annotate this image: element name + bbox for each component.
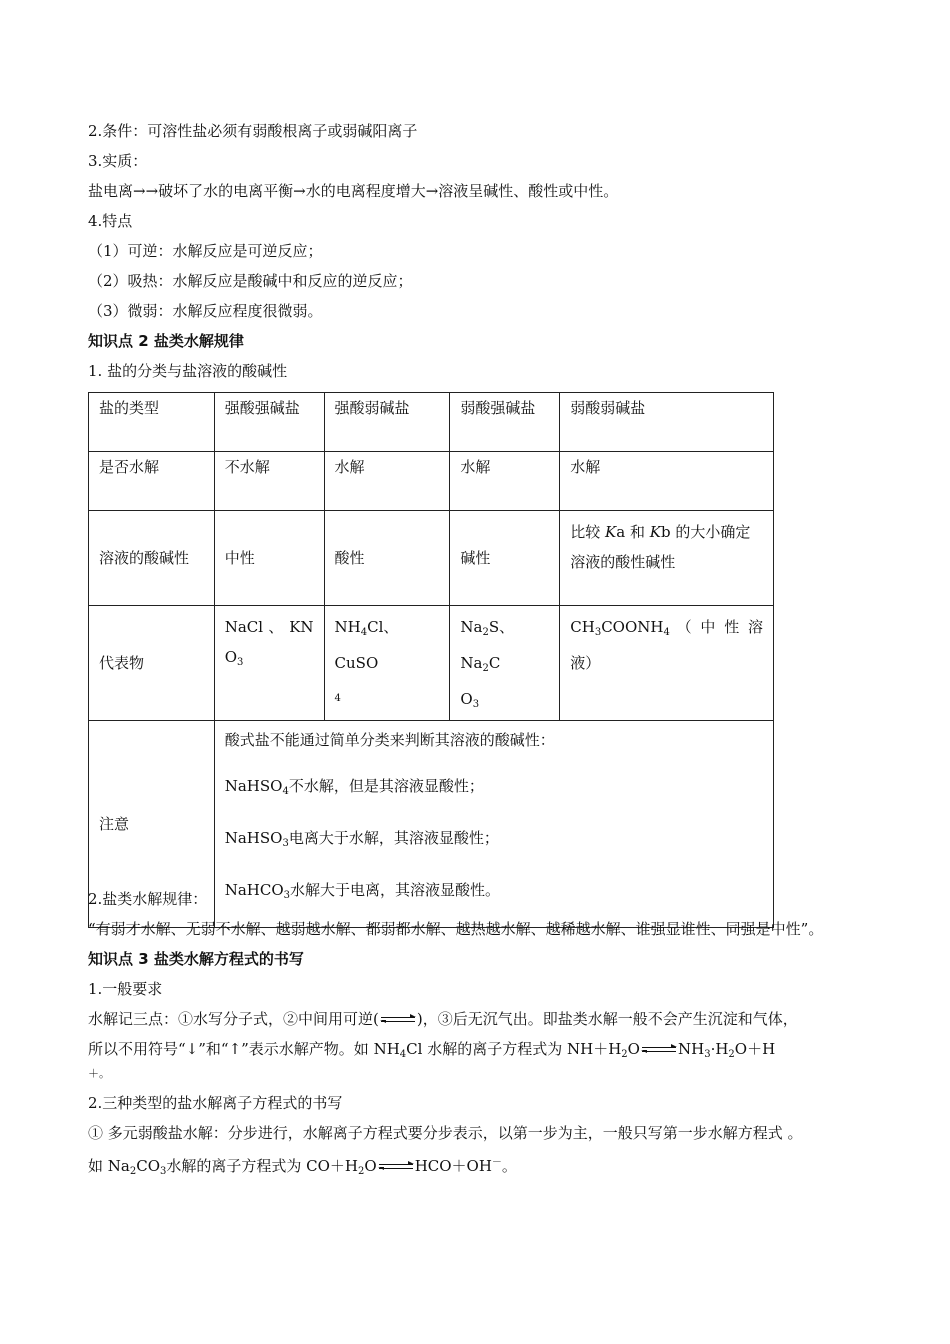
- text: －: [491, 1157, 502, 1168]
- table-cell: 水解: [560, 452, 774, 511]
- table-cell: 溶液的酸碱性: [89, 511, 215, 606]
- text: ·H: [710, 1040, 729, 1058]
- section-heading-kp2: 知识点 2 盐类水解规律: [88, 332, 244, 350]
- text: 3: [160, 1166, 167, 1177]
- salt-classification-table: [88, 392, 774, 928]
- essence-part-b: →破坏了水的电离平衡→水的电离程度增大→溶液呈碱性、酸性或中性。: [145, 182, 619, 200]
- text: HCO＋OH: [414, 1157, 492, 1175]
- note-3: [225, 823, 763, 859]
- text: 2: [621, 1049, 628, 1060]
- table-cell: 弱酸强碱盐: [450, 393, 560, 452]
- feature-title: 4.特点: [88, 212, 133, 230]
- text: K: [649, 523, 661, 541]
- text: Cl 水解的离子方程式为 NH＋H: [406, 1040, 622, 1058]
- table-cell: [560, 606, 774, 721]
- table-cell: 是否水解: [89, 452, 215, 511]
- text: 液）: [570, 654, 601, 672]
- text: 所以不用符号“↓”和“↑”表示水解产物。如 NH: [88, 1040, 400, 1058]
- reversible-arrow-icon: [381, 1015, 415, 1025]
- text: a 和: [616, 523, 650, 541]
- table-cell: 水解: [450, 452, 560, 511]
- general-line-3: ＋。: [88, 1067, 110, 1080]
- table-cell: 注意: [89, 721, 215, 928]
- essence-title: 3.实质：: [88, 152, 148, 170]
- types-line-2: [88, 1148, 888, 1178]
- text: S、Na: [460, 618, 515, 672]
- text: O: [224, 648, 238, 666]
- text: NH: [677, 1040, 705, 1058]
- table-cell: 碱性: [450, 511, 560, 606]
- table-row: [89, 452, 774, 511]
- text: C: [488, 654, 501, 672]
- text: 水解记三点：①水写分子式，②中间用可逆(: [88, 1010, 379, 1028]
- table-cell: [560, 511, 774, 606]
- feature-3: （3）微弱：水解反应程度很微弱。: [88, 302, 323, 320]
- table-row: [89, 606, 774, 721]
- text: 3: [472, 699, 480, 710]
- section-heading-kp3: 知识点 3 盐类水解方程式的书写: [88, 950, 304, 968]
- text: 水解大于电离，其溶液显酸性。: [290, 881, 501, 899]
- text: 3: [704, 1049, 711, 1060]
- document-body: [88, 116, 888, 386]
- table-cell: [214, 606, 324, 721]
- types-line-1: ① 多元弱酸盐水解：分步进行，水解离子方程式要分步表示，以第一步为主，一般只写第一步水解方程式 。: [88, 1124, 803, 1142]
- text: 4: [399, 1049, 407, 1060]
- text: O: [627, 1040, 640, 1058]
- general-line-2: [88, 1034, 888, 1064]
- document-body-lower: [88, 884, 888, 1178]
- text: NH: [334, 618, 361, 636]
- table-cell: [324, 606, 450, 721]
- table-cell: 酸性: [324, 511, 450, 606]
- text: CH: [570, 618, 595, 636]
- rules-title: 2.盐类水解规律：: [88, 890, 208, 908]
- rules-text: “有弱才水解、无弱不水解、越弱越水解、都弱都水解、越热越水解、越稀越水解、谁强显谁性、同强是中性”。: [88, 920, 824, 938]
- text: 3: [594, 627, 602, 638]
- text: NaHCO: [224, 881, 284, 899]
- text: （ 中 性 溶: [676, 618, 763, 636]
- text: 3: [283, 890, 291, 901]
- text: CO: [136, 1157, 160, 1175]
- note-1: 酸式盐不能通过简单分类来判断其溶液的酸碱性：: [224, 731, 555, 749]
- condition-line: 2.条件：可溶性盐必须有弱酸根离子或弱碱阳离子: [88, 122, 418, 140]
- general-title: 1.一般要求: [88, 980, 163, 998]
- text: 电离大于水解，其溶液显酸性；: [288, 829, 499, 847]
- feature-1: （1）可逆：水解反应是可逆反应；: [88, 242, 323, 260]
- text: 2: [358, 1166, 365, 1177]
- text: 4: [663, 627, 670, 638]
- text: b 的大小确定溶液的酸性碱性: [570, 523, 751, 571]
- text: )，③后无沉气出。即盐类水解一般不会产生沉淀和气体，: [416, 1010, 798, 1028]
- text: Na: [460, 618, 483, 636]
- text: 3: [282, 838, 289, 849]
- note-2: [225, 771, 763, 807]
- table-cell: 盐的类型: [89, 393, 215, 452]
- text: 2: [482, 627, 489, 638]
- text: O: [460, 690, 473, 708]
- text: 如 Na: [88, 1157, 130, 1175]
- text: 2: [129, 1166, 137, 1177]
- table-row: [89, 511, 774, 606]
- reversible-arrow-icon: [642, 1045, 676, 1055]
- text: O: [364, 1157, 377, 1175]
- general-line-1: [88, 1004, 888, 1034]
- text: K: [605, 523, 617, 541]
- table-cell: 强酸强碱盐: [214, 393, 324, 452]
- essence-part-a: 盐电离→: [88, 182, 146, 200]
- text: COONH: [601, 618, 664, 636]
- table-cell: 代表物: [89, 606, 215, 721]
- text: 4: [360, 627, 368, 638]
- text: 比较: [570, 523, 606, 541]
- types-title: 2.三种类型的盐水解离子方程式的书写: [88, 1094, 343, 1112]
- text: Cl、CuSO: [334, 618, 399, 672]
- table-caption: 1. 盐的分类与盐溶液的酸碱性: [88, 362, 288, 380]
- feature-2: （2）吸热：水解反应是酸碱中和反应的逆反应；: [88, 272, 413, 290]
- text: NaHSO: [224, 777, 283, 795]
- table-cell: 强酸弱碱盐: [324, 393, 450, 452]
- table-cell: 中性: [214, 511, 324, 606]
- reversible-arrow-icon: [379, 1162, 413, 1172]
- text: 2: [482, 663, 489, 674]
- table-cell: 弱酸弱碱盐: [560, 393, 774, 452]
- table-cell: 水解: [324, 452, 450, 511]
- text: 。: [501, 1157, 517, 1175]
- essence-line: [88, 176, 888, 206]
- table-cell: [450, 606, 560, 721]
- text: 水解的离子方程式为 CO＋H: [166, 1157, 358, 1175]
- text: 4: [334, 693, 341, 704]
- text: 4: [282, 786, 289, 797]
- table-cell: 不水解: [214, 452, 324, 511]
- text: NaCl 、 KN: [224, 618, 314, 636]
- text: 不水解，但是其溶液显酸性；: [288, 777, 484, 795]
- text: 2: [728, 1049, 735, 1060]
- text: 3: [237, 657, 244, 668]
- text: NaHSO: [224, 829, 283, 847]
- text: O＋H: [734, 1040, 776, 1058]
- table-row: [89, 393, 774, 452]
